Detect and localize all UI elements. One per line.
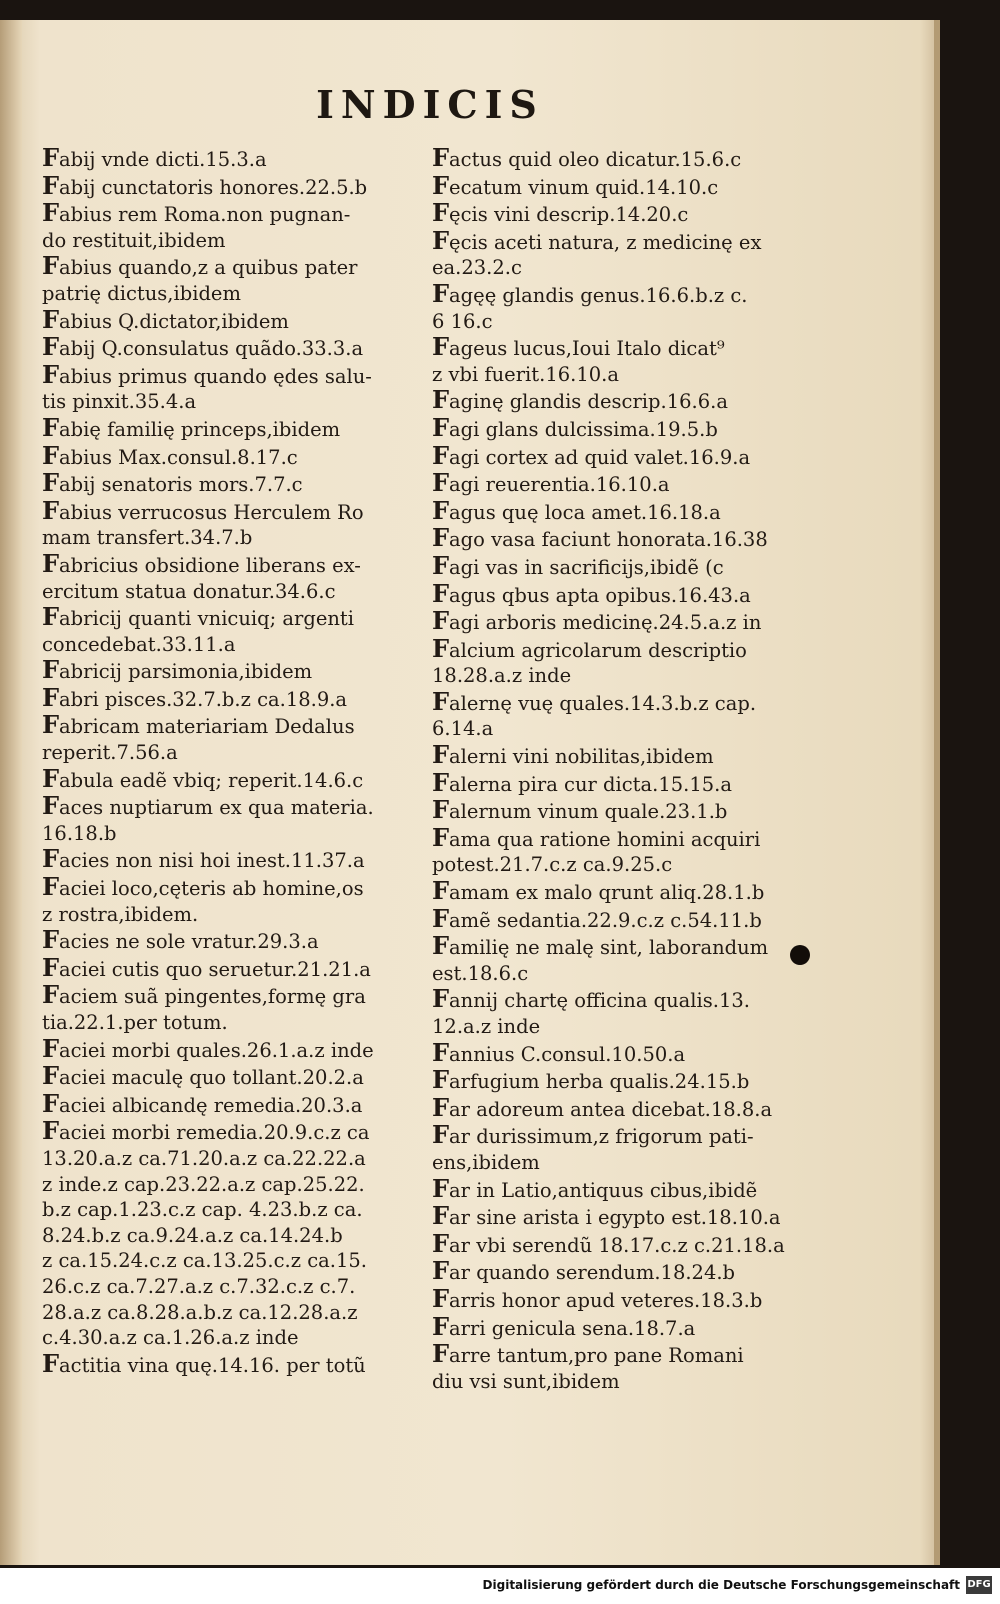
index-entry-line: Fagi vas in sacrificijs,ibidẽ (c xyxy=(432,550,724,580)
index-entry-line: Far in Latio,antiquus cibus,ibidẽ xyxy=(432,1173,758,1203)
index-entry xyxy=(42,253,427,306)
dfg-logo: DFG xyxy=(966,1576,992,1594)
index-entry-continuation: z vbi fuerit.16.10.a xyxy=(432,362,619,386)
index-entry xyxy=(432,797,832,825)
index-entry-line: Farris honor apud veteres.18.3.b xyxy=(432,1283,763,1313)
index-entry xyxy=(432,170,832,201)
index-entry xyxy=(42,1033,427,1064)
index-entry-continuation: mam transfert.34.7.b xyxy=(42,526,253,550)
index-entry-line: Fagi cortex ad quid valet.16.9.a xyxy=(432,440,751,470)
index-entry-line: Fageus lucus,Ioui Italo dicat⁹ xyxy=(432,332,725,362)
index-entry-continuation: 8.24.b.z ca.9.24.a.z ca.14.24.b xyxy=(42,1223,343,1247)
index-entry xyxy=(432,742,832,770)
index-entry xyxy=(432,278,832,334)
index-entry-line: Faciei maculę quo tollant.20.2.a xyxy=(42,1061,364,1091)
index-entry xyxy=(432,225,832,281)
index-entry xyxy=(432,1341,832,1394)
index-column-right xyxy=(432,145,832,1394)
index-entry xyxy=(42,548,427,604)
index-entry-continuation: z rostra,ibidem. xyxy=(42,902,199,926)
index-entry xyxy=(42,170,427,201)
index-entry-continuation: 28.a.z ca.8.28.a.b.z ca.12.28.a.z xyxy=(42,1300,358,1324)
index-entry-line: Faginę glandis descrip.16.6.a xyxy=(432,385,728,415)
index-entry xyxy=(432,334,832,387)
index-entry-line: Fabius verrucosus Herculem Ro xyxy=(42,495,364,525)
index-entry xyxy=(432,1037,832,1068)
index-entry xyxy=(42,682,427,713)
index-entry-line: Fabius quando,z a quibus pater xyxy=(42,251,358,281)
index-entry xyxy=(42,145,427,173)
index-entry xyxy=(42,982,427,1035)
index-entry xyxy=(42,927,427,955)
index-entry-line: Fabula eadẽ vbiq; reperit.14.6.c xyxy=(42,763,364,793)
index-entry xyxy=(432,822,832,878)
index-entry xyxy=(432,412,832,443)
index-entry xyxy=(432,440,832,471)
index-entry-line: Fagi arboris medicinę.24.5.a.z in xyxy=(432,606,762,636)
index-entry xyxy=(432,200,832,228)
index-entry xyxy=(432,878,832,906)
index-entry xyxy=(432,933,832,986)
index-entry-line: Fagus quę loca amet.16.18.a xyxy=(432,495,721,525)
footer-bar xyxy=(0,1568,1000,1604)
index-entry-line: Fęcis aceti natura, z medicinę ex xyxy=(432,225,762,255)
index-entry xyxy=(42,952,427,983)
index-entry-continuation: reperit.7.56.a xyxy=(42,741,178,765)
index-entry-line: Fagęę glandis genus.16.6.b.z c. xyxy=(432,278,748,308)
index-entry-continuation: tia.22.1.per totum. xyxy=(42,1011,228,1034)
index-entry-line: Fago vasa faciunt honorata.16.38 xyxy=(432,523,768,553)
index-entry xyxy=(42,304,427,335)
index-entry-line: Fabij vnde dicti.15.3.a xyxy=(42,143,267,172)
index-entry-line: Falernum vinum quale.23.1.b xyxy=(432,795,728,825)
index-entry-line: Facies ne sole vratur.29.3.a xyxy=(42,925,319,955)
index-entry xyxy=(42,412,427,443)
index-entry xyxy=(42,334,427,362)
index-entry-line: Faciem suã pingentes,formę gra xyxy=(42,980,366,1010)
index-entry xyxy=(432,1092,832,1123)
index-entry-continuation: est.18.6.c xyxy=(432,961,529,985)
index-entry-continuation: diu vsi sunt,ibidem xyxy=(432,1369,620,1393)
index-entry xyxy=(432,470,832,498)
index-entry-continuation: b.z cap.1.23.c.z cap. 4.23.b.z ca. xyxy=(42,1198,363,1222)
index-entry-line: Faciei cutis quo seruetur.21.21.a xyxy=(42,952,371,982)
index-entry xyxy=(42,1118,427,1350)
index-entry-line: Faciei morbi remedia.20.9.c.z ca xyxy=(42,1116,370,1146)
index-entry-line: Faces nuptiarum ex qua materia. xyxy=(42,791,374,821)
index-entry xyxy=(42,763,427,794)
index-entry xyxy=(42,874,427,927)
index-entry xyxy=(42,1348,427,1379)
index-entry-line: Fabij cunctatoris honores.22.5.b xyxy=(42,170,368,200)
index-entry-continuation: 6.14.a xyxy=(432,717,494,741)
index-entry-line: Familię ne malę sint, laborandum xyxy=(432,931,769,961)
index-entry-continuation: concedebat.33.11.a xyxy=(42,632,236,656)
index-entry xyxy=(42,604,427,657)
index-entry xyxy=(42,846,427,874)
index-entry-continuation: 13.20.a.z ca.71.20.a.z ca.22.22.a xyxy=(42,1146,366,1170)
index-entry xyxy=(432,767,832,798)
index-entry xyxy=(432,986,832,1039)
index-entry-line: Faciei loco,cęteris ab homine,os xyxy=(42,872,364,902)
index-entry xyxy=(42,793,427,846)
index-entry-line: Fagi glans dulcissima.19.5.b xyxy=(432,412,718,442)
index-entry xyxy=(42,657,427,685)
index-entry xyxy=(432,495,832,526)
index-entry-line: Fabię familię princeps,ibidem xyxy=(42,412,341,442)
index-entry-line: Farfugium herba qualis.24.15.b xyxy=(432,1065,750,1095)
ink-blot xyxy=(790,945,810,965)
index-entry-line: Fagi reuerentia.16.10.a xyxy=(432,468,670,498)
index-entry xyxy=(432,1203,832,1231)
index-entry xyxy=(42,359,427,415)
index-entry xyxy=(432,1122,832,1175)
page-gutter xyxy=(0,20,22,1565)
index-entry-continuation: ea.23.2.c xyxy=(432,256,522,280)
index-entry-line: Factitia vina quę.14.16. per totũ xyxy=(42,1348,366,1378)
index-entry xyxy=(42,1063,427,1091)
index-entry-line: Fagus qbus apta opibus.16.43.a xyxy=(432,578,751,608)
index-entry-line: Falcium agricolarum descriptio xyxy=(432,633,747,663)
index-entry-line: Fabij senatoris mors.7.7.c xyxy=(42,468,303,498)
index-entry-line: Far vbi serendũ 18.17.c.z c.21.18.a xyxy=(432,1228,785,1258)
index-entry-line: Fannij chartę officina qualis.13. xyxy=(432,984,751,1014)
index-entry xyxy=(432,1228,832,1259)
index-entry-line: Fannius C.consul.10.50.a xyxy=(432,1037,686,1067)
index-entry xyxy=(432,387,832,415)
index-entry xyxy=(432,525,832,553)
index-entry-continuation: 18.28.a.z inde xyxy=(432,664,572,688)
index-entry xyxy=(42,440,427,471)
index-entry-continuation: c.4.30.a.z ca.1.26.a.z inde xyxy=(42,1326,299,1350)
index-entry xyxy=(42,495,427,551)
index-entry xyxy=(432,145,832,173)
index-entry-line: Fęcis vini descrip.14.20.c xyxy=(432,198,689,228)
index-entry-line: Falernę vuę quales.14.3.b.z cap. xyxy=(432,686,757,716)
index-entry-line: Farri genicula sena.18.7.a xyxy=(432,1311,696,1341)
index-entry-line: Fabricij quanti vnicuiq; argenti xyxy=(42,602,354,632)
index-entry-line: Fabri pisces.32.7.b.z ca.18.9.a xyxy=(42,682,348,712)
index-entry-continuation: z inde.z cap.23.22.a.z cap.25.22. xyxy=(42,1172,365,1196)
index-entry-line: Fama qua ratione homini acquiri xyxy=(432,822,761,852)
index-entry-line: Fabius Max.consul.8.17.c xyxy=(42,440,298,470)
index-entry-continuation: ens,ibidem xyxy=(432,1150,540,1174)
index-entry-line: Far sine arista i egypto est.18.10.a xyxy=(432,1201,781,1231)
index-entry xyxy=(432,1258,832,1286)
index-entry-line: Fabius Q.dictator,ibidem xyxy=(42,304,289,334)
index-entry xyxy=(432,1311,832,1342)
index-entry-line: Fabius primus quando ędes salu- xyxy=(42,359,372,389)
index-entry-continuation: tis pinxit.35.4.a xyxy=(42,390,197,414)
index-entry-line: Famam ex malo qrunt aliq.28.1.b xyxy=(432,876,765,906)
index-entry xyxy=(432,903,832,934)
index-entry-continuation: patrię dictus,ibidem xyxy=(42,281,241,305)
index-entry-line: Falerna pira cur dicta.15.15.a xyxy=(432,767,732,797)
index-entry-line: Fabius rem Roma.non pugnan- xyxy=(42,198,351,228)
index-entry-continuation: potest.21.7.c.z ca.9.25.c xyxy=(432,853,673,877)
index-entry xyxy=(432,1173,832,1204)
index-entry xyxy=(432,608,832,636)
index-entry-continuation: 16.18.b xyxy=(42,821,117,845)
index-entry-line: Fabricam materiariam Dedalus xyxy=(42,710,355,740)
index-entry-continuation: 12.a.z inde xyxy=(432,1015,541,1038)
index-entry-line: Fecatum vinum quid.14.10.c xyxy=(432,170,719,200)
index-column-left xyxy=(42,145,427,1378)
index-entry-continuation: z ca.15.24.c.z ca.13.25.c.z ca.15. xyxy=(42,1249,367,1273)
index-entry xyxy=(42,470,427,498)
index-entry-line: Faciei morbi quales.26.1.a.z inde xyxy=(42,1033,374,1063)
index-entry-line: Fabricius obsidione liberans ex- xyxy=(42,548,361,578)
index-entry xyxy=(42,200,427,253)
index-entry-line: Far durissimum,z frigorum pati- xyxy=(432,1120,754,1150)
index-entry-line: Fabricij parsimonia,ibidem xyxy=(42,655,313,685)
index-entry-line: Factus quid oleo dicatur.15.6.c xyxy=(432,143,742,172)
index-entry-line: Falerni vini nobilitas,ibidem xyxy=(432,740,714,770)
index-entry-line: Famẽ sedantia.22.9.c.z c.54.11.b xyxy=(432,903,762,933)
index-entry xyxy=(432,633,832,689)
index-entry-line: Far quando serendum.18.24.b xyxy=(432,1256,736,1286)
index-entry xyxy=(432,550,832,581)
index-entry-line: Faciei albicandę remedia.20.3.a xyxy=(42,1088,363,1118)
index-entry-continuation: 6 16.c xyxy=(432,309,493,333)
index-entry-line: Far adoreum antea dicebat.18.8.a xyxy=(432,1092,773,1122)
index-entry-line: Fabij Q.consulatus quãdo.33.3.a xyxy=(42,332,364,362)
index-entry xyxy=(432,578,832,609)
footer-credit: Digitalisierung gefördert durch die Deutsche Forschungsgemeinschaft xyxy=(482,1578,960,1592)
index-entry-continuation: 26.c.z ca.7.27.a.z c.7.32.c.z c.7. xyxy=(42,1274,356,1298)
index-entry-continuation: do restituit,ibidem xyxy=(42,228,226,252)
index-entry xyxy=(42,712,427,765)
index-entry xyxy=(42,1088,427,1119)
index-entry-line: Farre tantum,pro pane Romani xyxy=(432,1339,744,1369)
index-entry-continuation: ercitum statua donatur.34.6.c xyxy=(42,579,336,603)
index-entry-line: Facies non nisi hoi inest.11.37.a xyxy=(42,844,365,874)
page-header: INDICIS xyxy=(316,82,544,127)
index-entry xyxy=(432,1283,832,1314)
index-entry xyxy=(432,686,832,742)
index-entry xyxy=(432,1067,832,1095)
